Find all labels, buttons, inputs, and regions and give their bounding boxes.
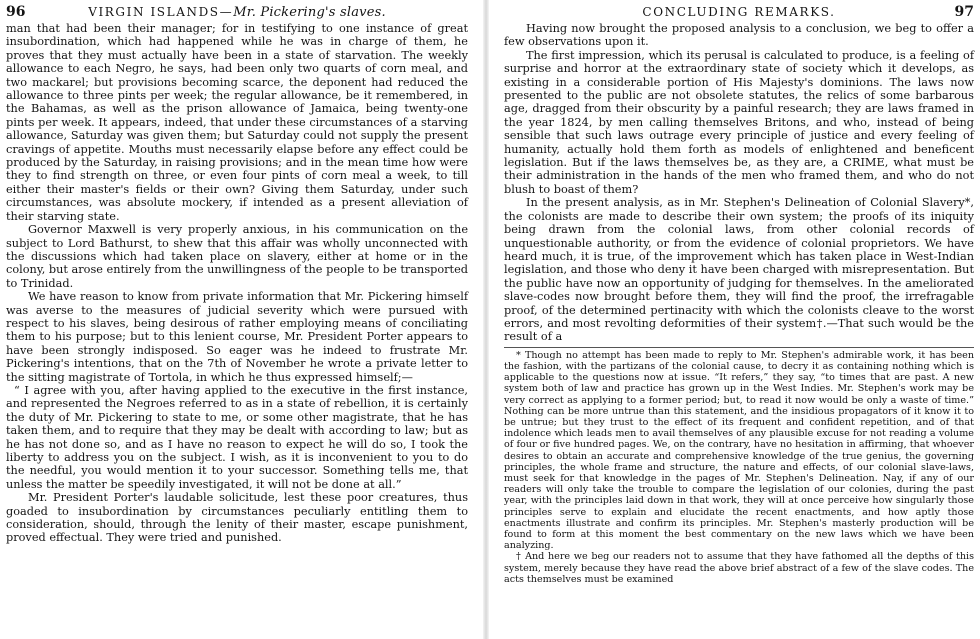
left-body-text (6, 22, 468, 545)
paragraph: The first impression, which its perusal is calculated to produce, is a feeling of surprise and horror at the extraordinary state of society which it develops, as existing in a considerable portion of His Majesty's dominions. The laws now presented to the public are not obsolete statutes, the relics of some barbarous age, dragged from their obscurity by a painful research; they are laws framed in the year 1824, by men calling themselves Britons, and who, instead of being sensible that such laws outrage every principle of justice and every feeling of humanity, actually hold them forth as models of enlightened and beneficent legislation. But if the laws themselves be, as they are, a CRIME, what must be their administration in the hands of the men who framed them, and who do not blush to boast of them? (504, 48, 974, 196)
paragraph: man that had been their manager; for in testifying to one instance of great insubordination, which had happened while he was in charge of them, he proves that they must actually have been in a state of starvation. The weekly allowance to each Negro, he says, had been only two quarts of corn meal, and two mackarel; but provisions becoming scarce, the deponent had reduced the allowance to three pints per week; the regular allowance, be it remembered, in the Bahamas, as well as the prison allowance of Jamaica, being twenty-one pints per week. It appears, indeed, that under these circumstances of a starving allowance, Saturday was given them; but Saturday could not supply the present cravings of appetite. Mouths must necessarily elapse before any effect could be produced by the Saturday, in raising provisions; and in the mean time how were they to find strength on three, or even four pints of corn meal a week, to till either their master's fields or their own? Giving them Saturday, under such circumstances, was absolute mockery, if intended as a present alleviation of their starving state. (6, 22, 468, 223)
footnotes (504, 350, 974, 585)
right-body-text (504, 22, 974, 344)
left-running-title-main: VIRGIN ISLANDS— (88, 5, 234, 19)
paragraph: Governor Maxwell is very properly anxious, in his communication on the subject to Lord Bathurst, to shew that this affair was wholly unconnected with the discussions which had taken place on slavery, either at home or in the colony, but arose entirely from the unwillingness of the people to be transported to Trinidad. (6, 223, 469, 290)
right-page-number: 97 (954, 4, 974, 20)
left-running-head (6, 4, 468, 22)
paragraph: Mr. President Porter's laudable solicitude, lest these poor creatures, thus goaded to insubordination by circumstances peculiarly entitling them to consideration, should, through the lenity of their master, escape punishment, proved effectual. They were tried and punished. (6, 491, 468, 545)
paragraph: In the present analysis, as in Mr. Stephen's Delineation of Colonial Slavery*, the colonists are made to describe their own system; the proofs of its iniquity being drawn from the colonial laws, from other colonial records of unquestionable authority, or from the evidence of colonial proprietors. We have heard much, it is true, of the improvement which has taken place in West-Indian legislation, and those who deny it have been charged with misrepresentation. But the public have now an opportunity of judging for themselves. In the ameliorated slave-codes now brought before them, they will find the proof, the irrefragable proof, of the determined pertinacity with which the colonists cleave to the worst errors, and most revolting deformities of their system†.—That such would be the result of a (504, 196, 974, 344)
right-running-head (504, 4, 974, 22)
footnote: * Though no attempt has been made to reply to Mr. Stephen's admirable work, it has been the fashion, with the partizans of the colonial cause, to decry it as containing nothing which is applicable to the questions now at issue. “It refers,” they say, “to times that are past. A new system both of law and practice has grown up in the West Indies. Mr. Stephen's work may be very correct as applying to a former period; but, to read it now would be only a waste of time.” Nothing can be more untrue than this statement, and the insidious propagators of it know it to be untrue; but they trust to the effect of its frequent and confident repetition, and of that indolence which leads men to avail themselves of any plausible excuse for not reading a volume of four or five hundred pages. We, on the contrary, have no hesitation in affirming, that whoever desires to obtain an accurate and comprehensive knowledge of the true genius, the governing principles, the whole frame and structure, the nature and effects, of our colonial slave-laws, must seek for that knowledge in the pages of Mr. Stephen's Delineation. Nay, if any of our readers will only take the trouble to compare the legislation of our colonies, during the past year, with the principles laid down in that work, they will at once perceive how singularly those principles serve to explain and elucidate the recent enactments, and how aptly those enactments illustrate and confirm its principles. Mr. Stephen's masterly production will be found to form at this moment the best commentary on the new laws which we have been analyzing. (504, 349, 974, 552)
quoted-letter: “ I agree with you, after having applied to the executive in the first instance, and represented the Negroes referred to as in a state of rebellion, it is certainly the duty of Mr. Pickering to state to me, or some other magistrate, that he has taken them, and to require that they may be dealt with according to law; but as he has not done so, and as I have no reason to expect he will do so, I took the liberty to address you on the subject. I wish, as it is inconvenient to you to do the needful, you would mention it to your successor. Something tells me, that unless the matter be speedily investigated, it will not be done at all.” (6, 383, 468, 491)
right-page (494, 0, 980, 639)
left-page-number: 96 (6, 4, 26, 20)
paragraph: Having now brought the proposed analysis to a conclusion, we beg to offer a few observations upon it. (504, 22, 974, 49)
book-gutter (483, 0, 489, 639)
left-running-title (6, 5, 468, 20)
left-page (0, 0, 478, 639)
right-running-title: CONCLUDING REMARKS. (642, 5, 836, 19)
footnote-rule (504, 347, 974, 348)
left-running-title-italic: Mr. Pickering's slaves. (233, 5, 386, 20)
footnote: † And here we beg our readers not to assume that they have fathomed all the depths of this system, merely because they have read the above brief abstract of a few of the slave codes. The acts themselves must be examined (504, 551, 974, 585)
paragraph: We have reason to know from private information that Mr. Pickering himself was averse to the measures of judicial severity which were pursued with respect to his slaves, being desirous of rather employing means of conciliating them to his purpose; but to this lenient course, Mr. President Porter appears to have been strongly indisposed. So eager was he indeed to frustrate Mr. Pickering's intentions, that on the 7th of November he wrote a private letter to the sitting magistrate of Tortola, in which he thus expressed himself;— (6, 290, 468, 384)
